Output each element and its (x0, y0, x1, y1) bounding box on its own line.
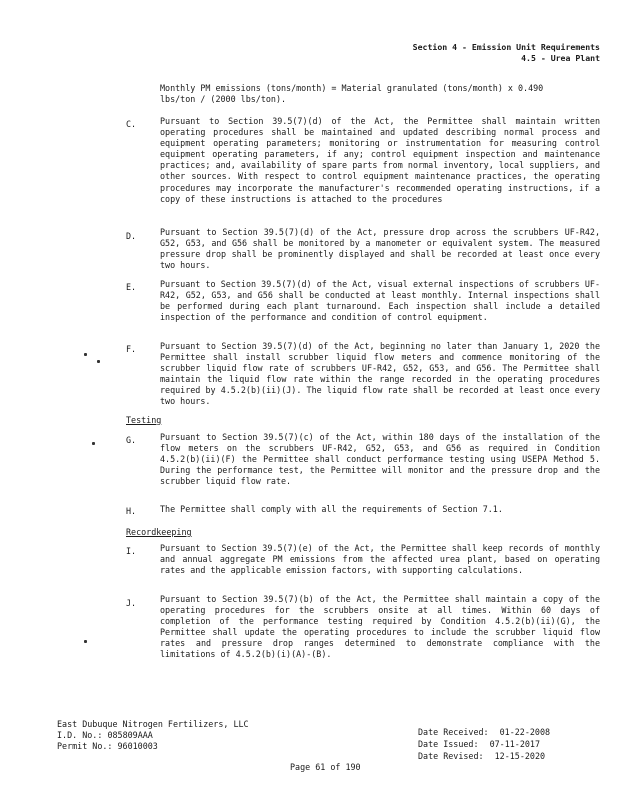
footer-id-row (57, 730, 249, 741)
scan-speck (84, 640, 87, 643)
item-h-label: H. (126, 506, 137, 516)
footer-issued-label: Date Issued: (418, 739, 479, 749)
footer-id-label: I.D. No.: (57, 730, 103, 740)
scan-speck (97, 360, 100, 363)
footer-company: East Dubuque Nitrogen Fertilizers, LLC (57, 719, 249, 729)
item-f-label: F. (126, 344, 137, 354)
footer-permit-value: 96010003 (117, 741, 158, 751)
item-f-text: Pursuant to Section 39.5(7)(d) of the Act, beginning no later than January 1, 2020 the Permittee shall install scrubber liquid flow meters and commence monitoring of the scrubber liquid flow rate of scrubbers UF-R42, G52, G53, and G56. The Permittee shall maintain the liquid flow rate within the range recorded in the operating procedures required by 4.5.2(b)(ii)(J). The liquid flow rate shall be recorded at least once every two hours. (160, 341, 600, 407)
footer-left (57, 719, 249, 752)
item-d-text: Pursuant to Section 39.5(7)(d) of the Act, pressure drop across the scrubbers UF-R42, G52, G53, and G56 shall be monitored by a manometer or equivalent system. The measured pressure drop shall be prominently displayed and shall be recorded at least once every two hours. (160, 227, 600, 271)
intro-formula (160, 83, 543, 105)
item-j-label: J. (126, 598, 137, 608)
footer-received-label: Date Received: (418, 727, 489, 737)
item-g-label: G. (126, 435, 137, 445)
scan-speck (92, 442, 95, 445)
item-c-label: C. (126, 119, 137, 129)
testing-heading: Testing (126, 415, 162, 425)
header-section: Section 4 - Emission Unit Requirements (412, 42, 600, 52)
footer-revised-label: Date Revised: (418, 751, 484, 761)
item-g-text: Pursuant to Section 39.5(7)(c) of the Act, within 180 days of the installation of the flow meters on the scrubbers UF-R42, G52, G53, and G56 as required in Condition 4.5.2(b)(ii)(F) the Permittee shall conduct performance testing using USEPA Method 5. During the performance test, the Permittee will monitor and the pressure drop and the scrubber liquid flow rate. (160, 432, 600, 487)
footer-issued-value: 07-11-2017 (489, 739, 540, 749)
footer-received-value: 01-22-2008 (499, 727, 551, 737)
page-number: Page 61 of 190 (290, 762, 361, 772)
intro-line-2: lbs/ton / (2000 lbs/ton). (160, 94, 287, 105)
footer-received-row (418, 726, 550, 738)
item-h-text: The Permittee shall comply with all the requirements of Section 7.1. (160, 504, 503, 514)
header-unit: 4.5 - Urea Plant (521, 53, 600, 63)
item-j-text: Pursuant to Section 39.5(7)(b) of the Act, the Permittee shall maintain a copy of the operating procedures for the scrubbers onsite at all times. Within 60 days of completion of the performance testing required by Condition 4.5.2(b)(ii)(G), the Permittee shall update the operating procedures to include the scrubber liquid flow rates and pressure drop ranges determined to demonstrate compliance with the limitations of 4.5.2(b)(i)(A)-(B). (160, 594, 600, 660)
item-e-label: E. (126, 282, 137, 292)
item-i-label: I. (126, 546, 137, 556)
item-e-text: Pursuant to Section 39.5(7)(d) of the Act, visual external inspections of scrubbers UF-R42, G52, G53, and G56 shall be conducted at least monthly. Internal inspections shall be performed during each plant turnaround. Each inspection shall include a detailed inspection of the performance and condition of control equipment. (160, 279, 600, 323)
footer-id-value: 085809AAA (107, 730, 153, 740)
footer-permit-label: Permit No.: (57, 741, 113, 751)
footer-issued-row (418, 738, 550, 750)
footer-right (418, 726, 550, 762)
footer-permit-row (57, 741, 249, 752)
item-i-text: Pursuant to Section 39.5(7)(e) of the Act, the Permittee shall keep records of monthly and annual aggregate PM emissions from the affected urea plant, based on operating rates and the applicable emission factors, with supporting calculations. (160, 543, 600, 576)
page-header (413, 42, 600, 64)
intro-line-1: Monthly PM emissions (tons/month) = Material granulated (tons/month) x 0.490 (160, 83, 544, 93)
item-c-text: Pursuant to Section 39.5(7)(d) of the Act, the Permittee shall maintain written operating procedures shall be maintained and updated describing normal process and equipment operating parameters; monitoring or instrumentation for measuring control equipment operating parameters, if any; control equipment inspection and maintenance practices; and, availability of spare parts from normal inventory, local suppliers, and other sources. With respect to control equipment maintenance practices, the operating procedures may incorporate the manufacturer's recommended operating instructions, if a copy of these instructions is attached to the procedures (160, 116, 600, 204)
footer-revised-row (418, 750, 550, 762)
scan-speck (84, 353, 87, 356)
recordkeeping-heading: Recordkeeping (126, 527, 192, 537)
footer-revised-value: 12-15-2020 (494, 751, 546, 761)
item-d-label: D. (126, 231, 137, 241)
